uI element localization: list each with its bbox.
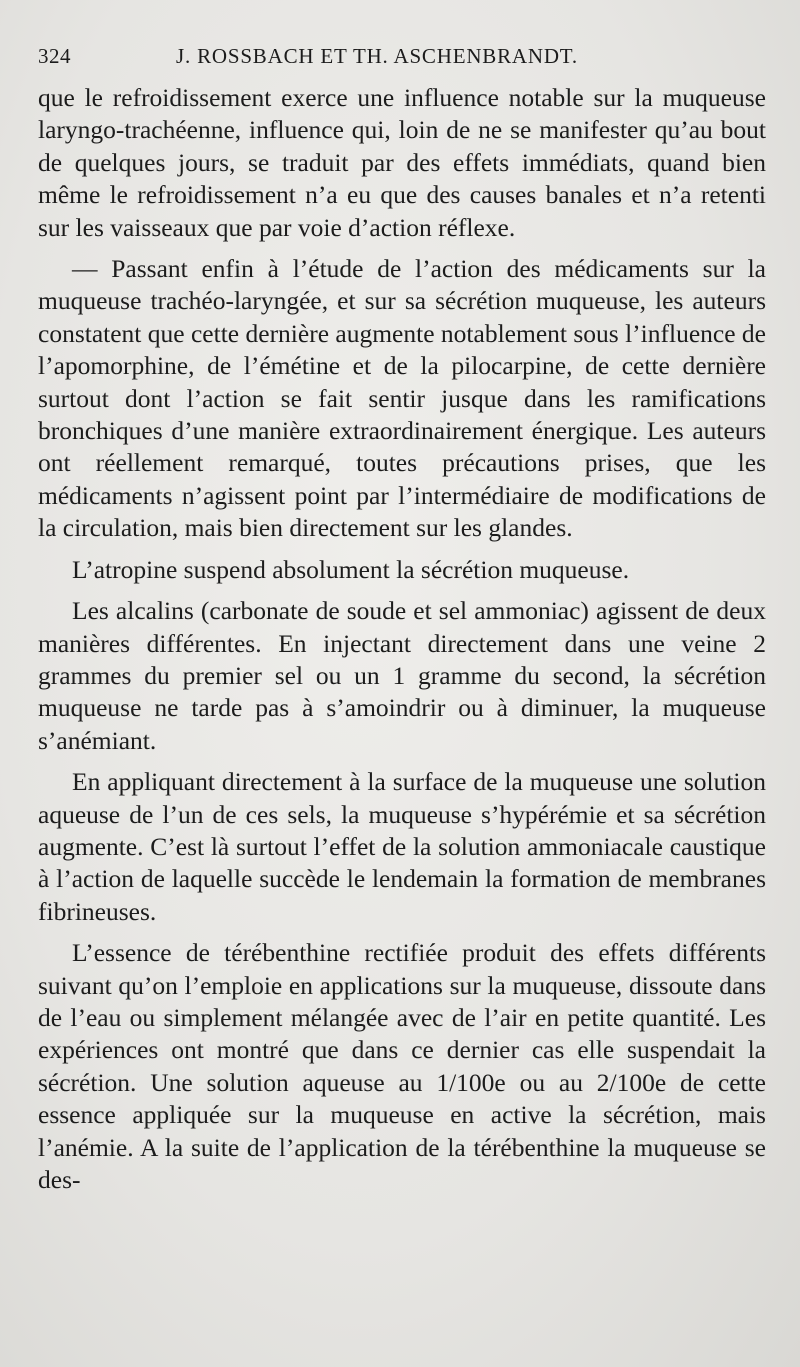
paragraph-atropine: L’atropine suspend absolument la sécrétion muqueuse. bbox=[72, 554, 630, 584]
body-text bbox=[38, 82, 766, 1196]
paragraph-alcalins: Les alcalins (carbonate de soude et sel ammoniac) agissent de deux manières différentes. En injectant directement dans une veine 2 grammes du premier sel ou un 1 gramme du second, la sécrétion muqueuse ne tarde pas à s’amoindrir ou à diminuer, la muqueuse s’anémiant. bbox=[38, 596, 766, 755]
page-number: 324 bbox=[38, 44, 71, 68]
paragraph-terebenthine: L’essence de térébenthine rectifiée produit des effets différents suivant qu’on l’emploie en applications sur la muqueuse, dissoute dans de l’eau ou simplement mélangée avec de l’air en petite quantité. Les expériences ont montré que dans ce dernier cas elle suspendait la sécrétion. Une solution aqueuse au 1/100e ou au 2/100e de cette essence appliquée sur la muqueuse en active la sécrétion, mais l’anémie. A la suite de l’application de la térébenthine la muqueuse se des- bbox=[38, 938, 766, 1194]
paragraph-continued: que le refroidissement exerce une influence notable sur la muqueuse laryngo-trachéenne, influence qui, loin de ne se manifester qu’au bout de quelques jours, se traduit par des effets immédiats, quand bien même le refroidissement n’a eu que des causes banales et n’a retenti sur les vaisseaux que par voie d’action réflexe. bbox=[38, 83, 766, 242]
paragraph-application-surface: En appliquant directement à la surface de la muqueuse une solution aqueuse de l’un de ces sels, la muqueuse s’hypérémie et sa sécrétion augmente. C’est là surtout l’effet de la solution ammoniacale caustique à l’action de laquelle succède le lendemain la formation de membranes fibrineuses. bbox=[38, 767, 766, 926]
paragraph-medicaments: — Passant enfin à l’étude de l’action des médicaments sur la muqueuse trachéo-laryngée, et sur sa sécrétion muqueuse, les auteurs constatent que cette dernière augmente notablement sous l’influence de l’apomorphine, de l’émétine et de la pilocarpine, de cette dernière surtout dont l’action se fait sentir jusque dans les ramifications bronchiques d’une manière extraordinairement énergique. Les auteurs ont réellement remarqué, toutes précautions prises, que les médicaments n’agissent point par l’intermédiaire de modifications de la circulation, mais bien directement sur les glandes. bbox=[38, 254, 766, 543]
running-title: J. ROSSBACH ET TH. ASCHENBRANDT. bbox=[176, 44, 578, 68]
running-head bbox=[38, 34, 766, 82]
